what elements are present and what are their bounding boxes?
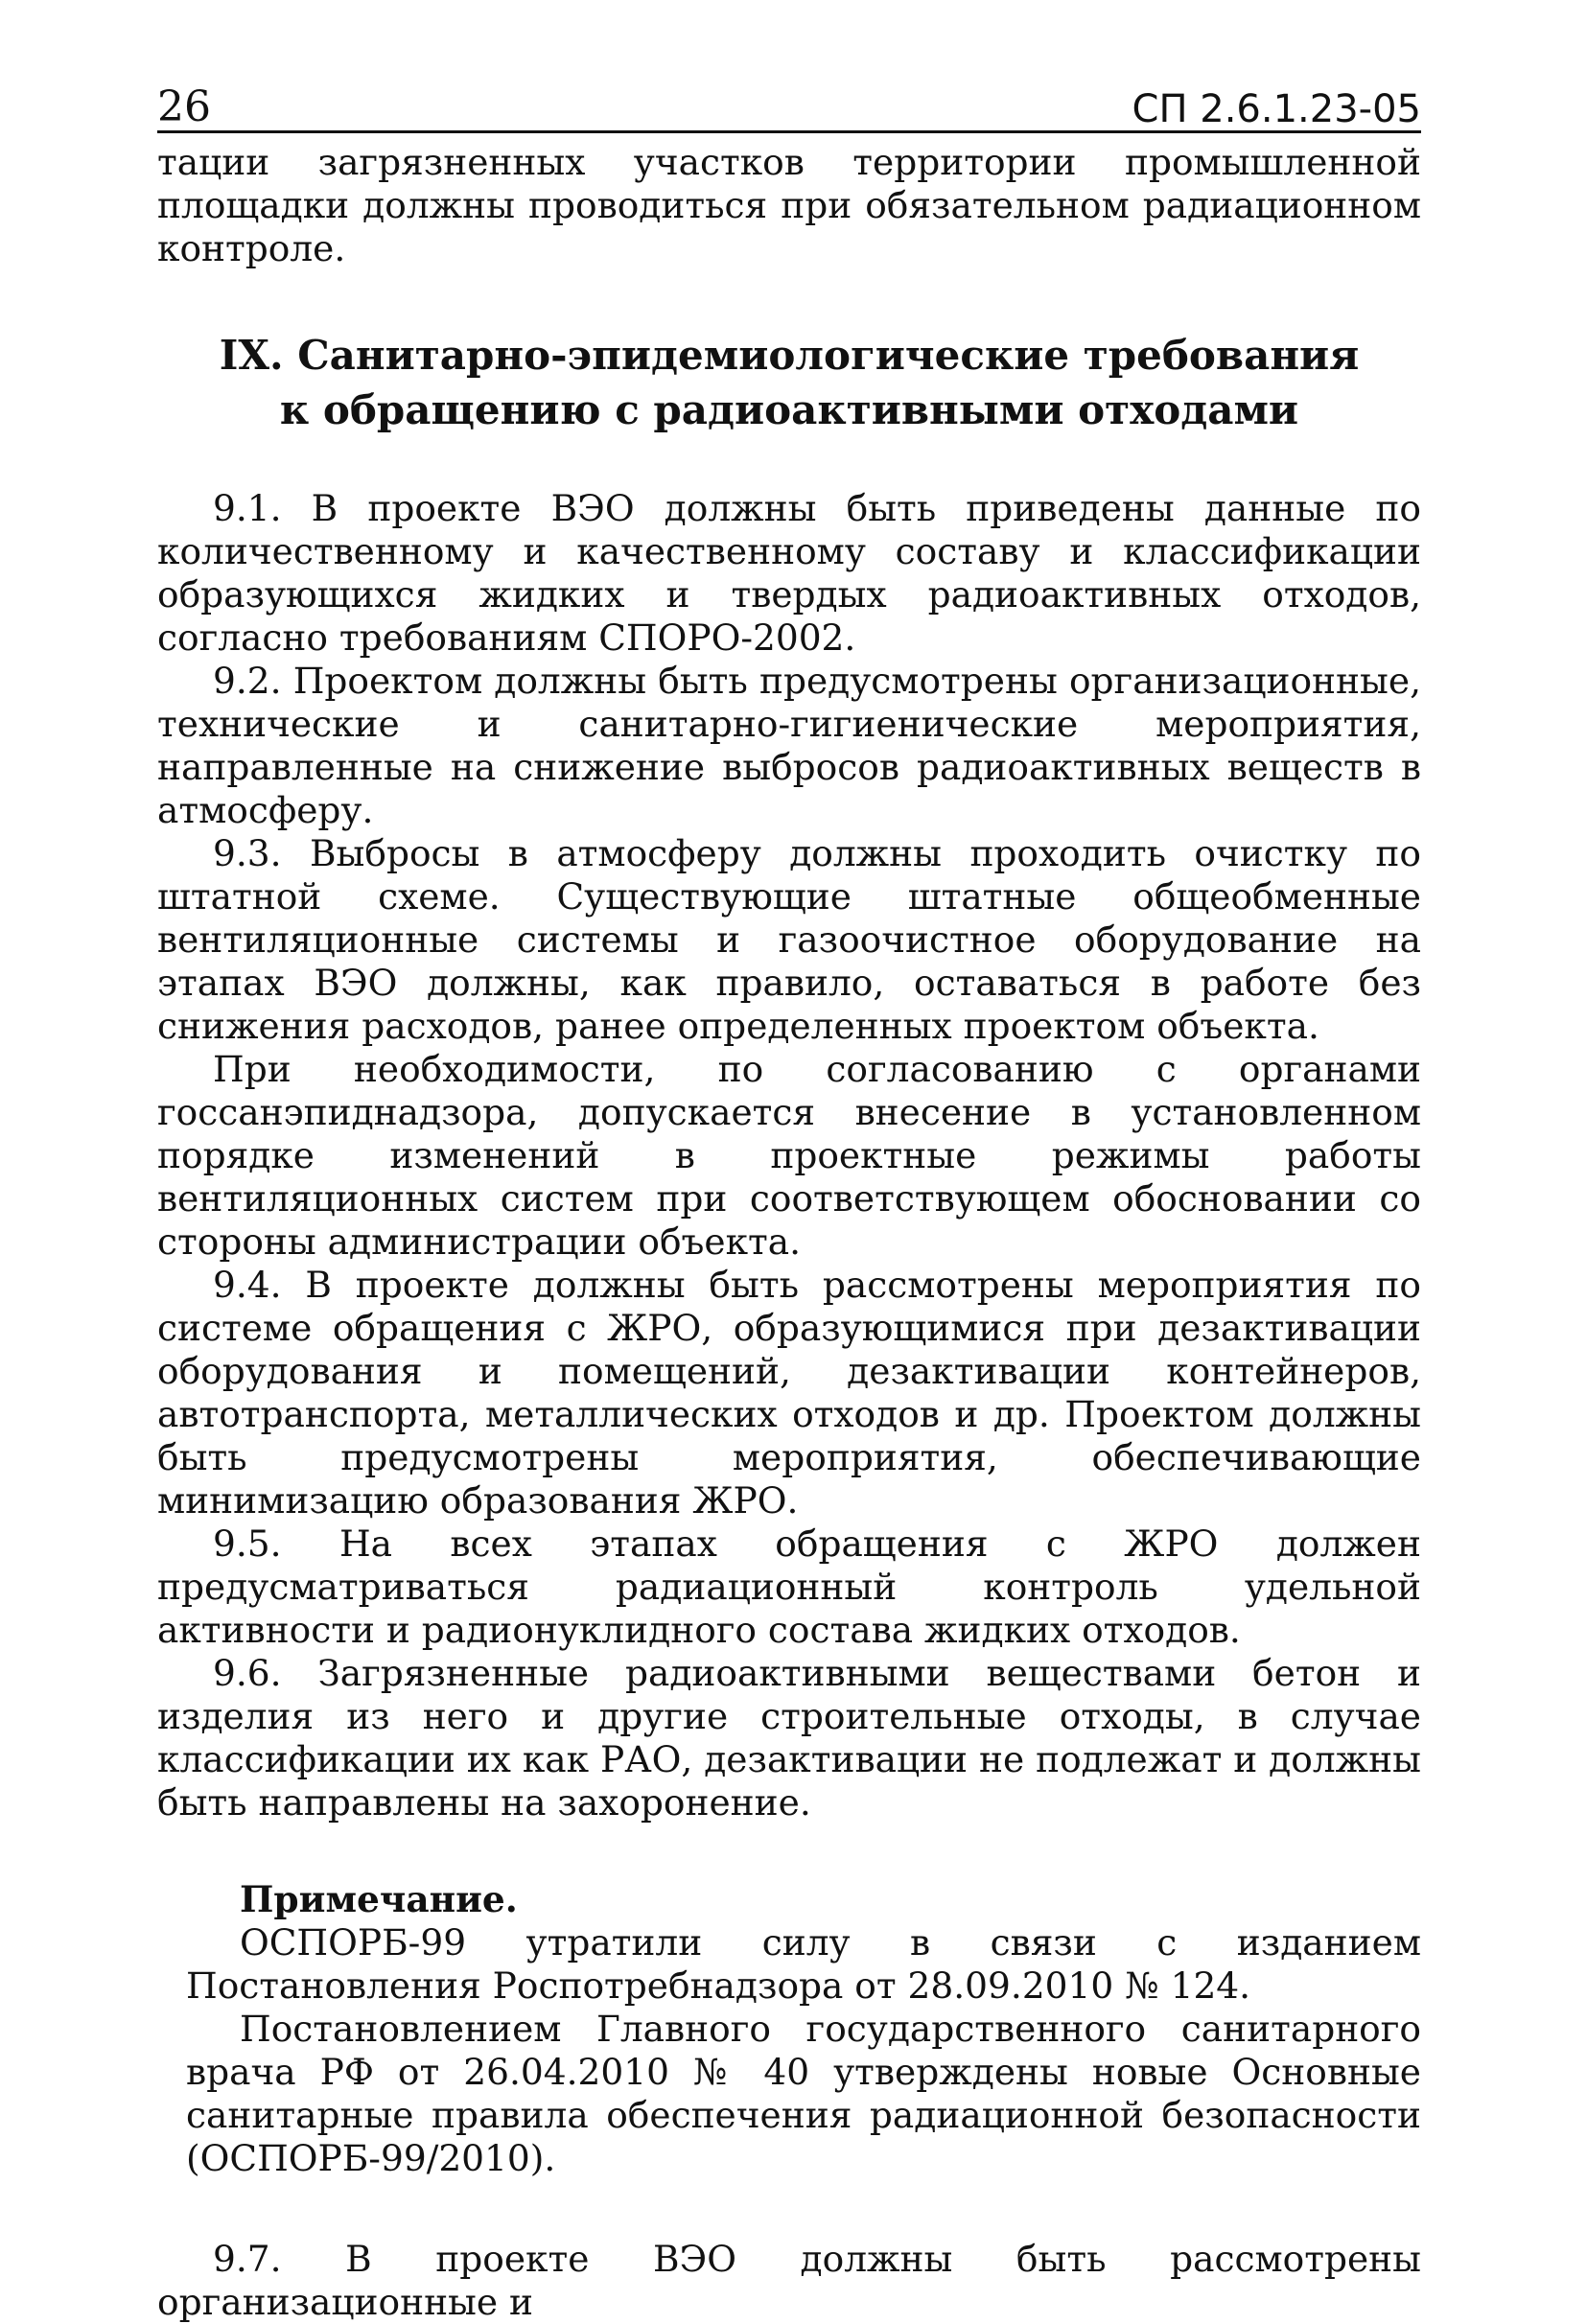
note-title: Примечание. [240,1878,518,1920]
page-number: 26 [157,82,211,131]
paragraph-9-4: 9.4. В проекте должны быть рассмотрены мероприятия по системе обращения с ЖРО, образующимися при дезактивации оборудования и помещений, дезактивации контейнеров, автотранспорта, металлических отходов и др. Проектом должны быть предусмотрены мероприятия, обеспечивающие минимизацию образования ЖРО. [157,1264,1421,1522]
paragraph-9-1: 9.1. В проекте ВЭО должны быть приведены данные по количественному и качественному составу и классификации образующихся жидких и твердых радиоактивных отходов, согласно требованиям СПОРО-2002. [157,487,1421,659]
section-title [157,328,1421,437]
paragraph-9-3: 9.3. Выбросы в атмосферу должны проходить очистку по штатной схеме. Существующие штатные общеобменные вентиляционные системы и газоочистное оборудование на этапах ВЭО должны, как правило, оставаться в работе без снижения расходов, ранее определенных проектом объекта. [157,832,1421,1047]
lead-paragraph: тации загрязненных участков территории промышленной площадки должны проводиться при обязательном радиационном контроле. [157,141,1421,269]
paragraph-9-7: 9.7. В проекте ВЭО должны быть рассмотрены организационные и [157,2238,1421,2323]
page-header [157,75,1421,133]
section-title-line1: IX. Санитарно-эпидемиологические требования [219,332,1360,379]
note-block [157,1878,1421,2180]
document-page [157,75,1421,2324]
document-code: СП 2.6.1.23-05 [1132,87,1421,131]
paragraph-9-3-continued: При необходимости, по согласованию с органами госсанэпиднадзора, допускается внесение в установленном порядке изменений в проектные режимы работы вентиляционных систем при соответствующем обосновании со стороны администрации объекта. [157,1048,1421,1263]
note-text-2: Постановлением Главного государственного санитарного врача РФ от 26.04.2010 № 40 утверждены новые Основные санитарные правила обеспечения радиационной безопасности (ОСПОРБ-99/2010). [186,2008,1421,2179]
section-title-line2: к обращению с радиоактивными отходами [279,386,1299,433]
paragraph-9-5: 9.5. На всех этапах обращения с ЖРО должен предусматриваться радиационный контроль удельной активности и радионуклидного состава жидких отходов. [157,1522,1421,1651]
paragraph-9-2: 9.2. Проектом должны быть предусмотрены организационные, технические и санитарно-гигиенические мероприятия, направленные на снижение выбросов радиоактивных веществ в атмосферу. [157,660,1421,831]
note-text-1: ОСПОРБ-99 утратили силу в связи с изданием Постановления Роспотребнадзора от 28.09.2010 № 124. [186,1921,1421,2007]
paragraph-9-6: 9.6. Загрязненные радиоактивными веществами бетон и изделия из него и другие строительные отходы, в случае классификации их как РАО, дезактивации не подлежат и должны быть направлены на захоронение. [157,1652,1422,1824]
